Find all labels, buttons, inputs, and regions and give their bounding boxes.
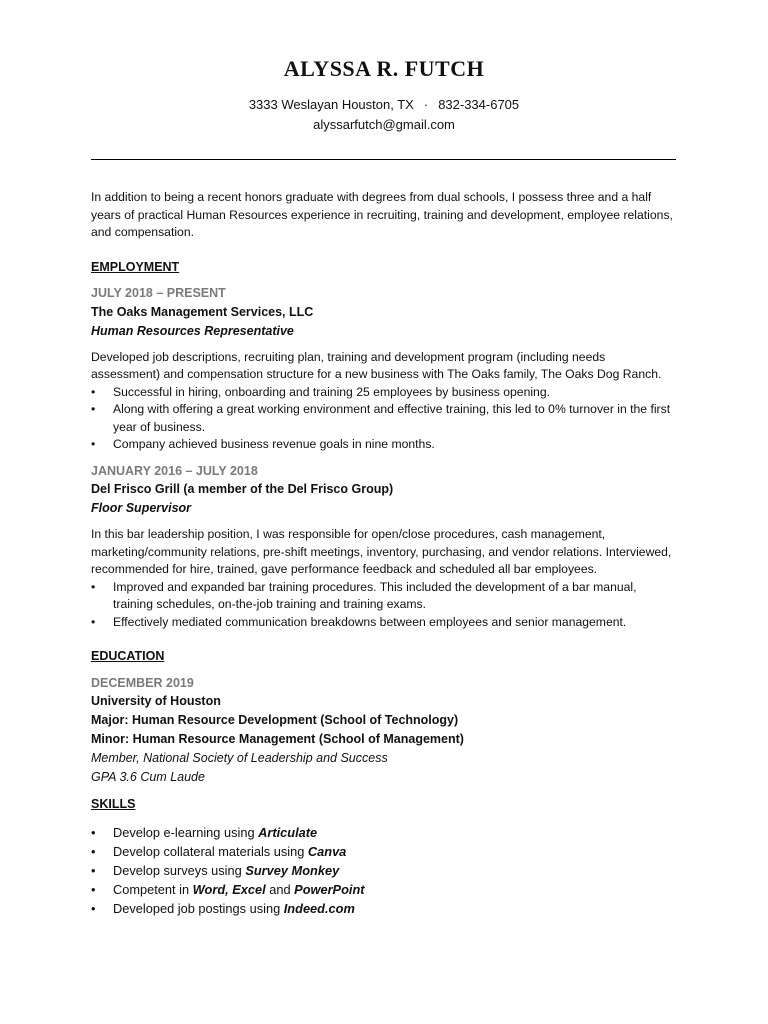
resume-body bbox=[91, 189, 676, 918]
skill-tool: Word, Excel bbox=[192, 881, 266, 897]
job-title: Floor Supervisor bbox=[91, 501, 192, 515]
skills-list bbox=[91, 823, 676, 918]
contact-separator: · bbox=[423, 97, 429, 112]
skill-text: Develop surveys using bbox=[113, 862, 246, 878]
candidate-name: ALYSSA R. FUTCH bbox=[283, 56, 485, 81]
skill-text: Competent in bbox=[113, 881, 193, 897]
membership: Member, National Society of Leadership and Success bbox=[91, 751, 388, 765]
education-heading: EDUCATION bbox=[91, 649, 165, 663]
job-description: In this bar leadership position, I was responsible for open/close procedures, cash management, marketing/community relations, pre-shift meetings, inventory, purchasing, and vendor relations. Interviewed, recommended for hire, trained, gave performance feedback and scheduled all bar employees. bbox=[91, 527, 672, 576]
job-bullets bbox=[91, 579, 676, 632]
job-company: The Oaks Management Services, LLC bbox=[91, 304, 314, 319]
job-bullets bbox=[91, 384, 676, 454]
summary: In addition to being a recent honors graduate with degrees from dual schools, I possess three and a half years of practical Human Resources experience in recruiting, training and development, employee relations, and compensation. bbox=[91, 190, 673, 239]
list-item: • Along with offering a great working environment and effective training, this led to 0% turnover in the first year of business. bbox=[91, 401, 676, 436]
skill-text: and bbox=[265, 881, 295, 897]
job-dates: JANUARY 2016 – JULY 2018 bbox=[91, 463, 258, 478]
skill-tool: Indeed.com bbox=[283, 900, 355, 916]
skills-heading: SKILLS bbox=[91, 797, 136, 811]
email-line bbox=[0, 117, 768, 132]
job-description: Developed job descriptions, recruiting plan, training and development program (including needs assessment) and compensation structure for a new business with The Oaks family, The Oaks Dog Ranch. bbox=[91, 349, 662, 381]
address: 3333 Weslayan Houston, TX bbox=[248, 97, 414, 112]
list-item: • Improved and expanded bar training procedures. This included the development of a bar manual, training schedules, on-the-job training and training exams. bbox=[91, 579, 676, 614]
list-item: • Effectively mediated communication breakdowns between employees and senior management. bbox=[91, 614, 676, 632]
job-entry bbox=[91, 285, 676, 454]
skill-tool: Canva bbox=[307, 843, 347, 859]
header-divider bbox=[91, 159, 676, 160]
skill-text: Developed job postings using bbox=[113, 900, 284, 916]
minor: Minor: Human Resource Management (School of Management) bbox=[91, 732, 464, 746]
job-company: Del Frisco Grill (a member of the Del Frisco Group) bbox=[91, 482, 394, 496]
skill-tool: Articulate bbox=[258, 824, 318, 840]
major: Major: Human Resource Development (School of Technology) bbox=[91, 713, 459, 727]
list-item: • Company achieved business revenue goals in nine months. bbox=[91, 436, 676, 454]
education-entry bbox=[91, 675, 676, 788]
contact-line bbox=[0, 97, 768, 112]
phone: 832-334-6705 bbox=[438, 97, 520, 112]
employment-heading: EMPLOYMENT bbox=[91, 259, 180, 274]
email: alyssarfutch@gmail.com bbox=[313, 117, 455, 132]
education-dates: DECEMBER 2019 bbox=[91, 675, 194, 690]
skill-tool: Survey Monkey bbox=[245, 862, 340, 878]
skill-tool: PowerPoint bbox=[294, 881, 365, 897]
list-item: • Successful in hiring, onboarding and training 25 employees by business opening. bbox=[91, 384, 676, 402]
list-item bbox=[91, 861, 676, 880]
job-dates: JULY 2018 – PRESENT bbox=[91, 286, 226, 300]
skill-text: Develop e-learning using bbox=[113, 824, 259, 840]
gpa: GPA 3.6 Cum Laude bbox=[91, 770, 205, 784]
job-entry bbox=[91, 463, 676, 632]
list-item bbox=[91, 823, 676, 842]
school-name: University of Houston bbox=[91, 694, 221, 708]
list-item bbox=[91, 880, 676, 899]
list-item bbox=[91, 899, 676, 918]
skill-text: Develop collateral materials using bbox=[113, 843, 308, 859]
job-title: Human Resources Representative bbox=[91, 323, 294, 338]
list-item bbox=[91, 842, 676, 861]
